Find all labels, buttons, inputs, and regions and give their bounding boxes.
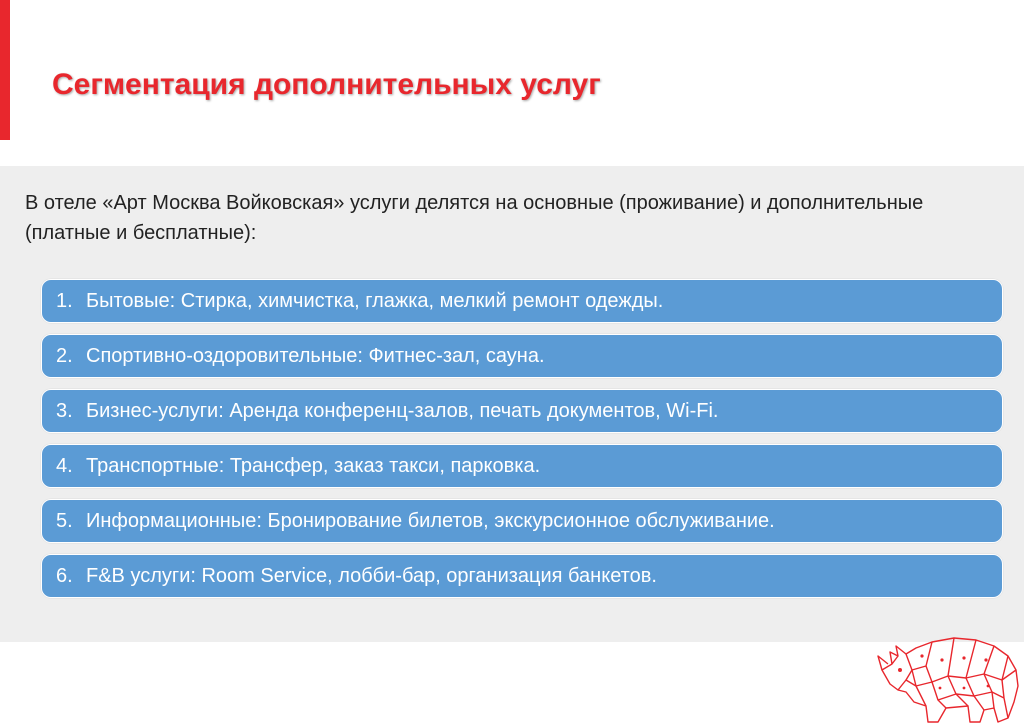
item-number: 5. <box>56 509 73 532</box>
list-item <box>41 499 1003 543</box>
item-text: Транспортные: Трансфер, заказ такси, парковка. <box>86 454 541 477</box>
item-number: 3. <box>56 399 73 422</box>
item-number: 4. <box>56 454 73 477</box>
item-number: 6. <box>56 564 73 587</box>
list-item <box>41 279 1003 323</box>
item-number: 1. <box>56 289 73 312</box>
item-text: Информационные: Бронирование билетов, экскурсионное обслуживание. <box>86 509 775 532</box>
item-text: Бизнес-услуги: Аренда конференц-залов, печать документов, Wi-Fi. <box>86 399 719 422</box>
content-box <box>0 166 1024 642</box>
list-item <box>41 389 1003 433</box>
item-text: Спортивно-оздоровительные: Фитнес-зал, сауна. <box>86 344 545 367</box>
item-number: 2. <box>56 344 73 367</box>
item-text: Бытовые: Стирка, химчистка, глажка, мелкий ремонт одежды. <box>86 289 664 312</box>
rhino-logo-icon <box>876 626 1022 723</box>
services-list <box>41 279 1003 609</box>
list-item <box>41 444 1003 488</box>
list-item <box>41 334 1003 378</box>
intro-text: В отеле «Арт Москва Войковская» услуги делятся на основные (проживание) и дополнительные (платные и бесплатные): <box>25 192 924 244</box>
list-item <box>41 554 1003 598</box>
item-text: F&B услуги: Room Service, лобби-бар, организация банкетов. <box>86 564 657 587</box>
slide-title: Сегментация дополнительных услуг <box>52 68 601 101</box>
accent-bar <box>0 0 10 140</box>
